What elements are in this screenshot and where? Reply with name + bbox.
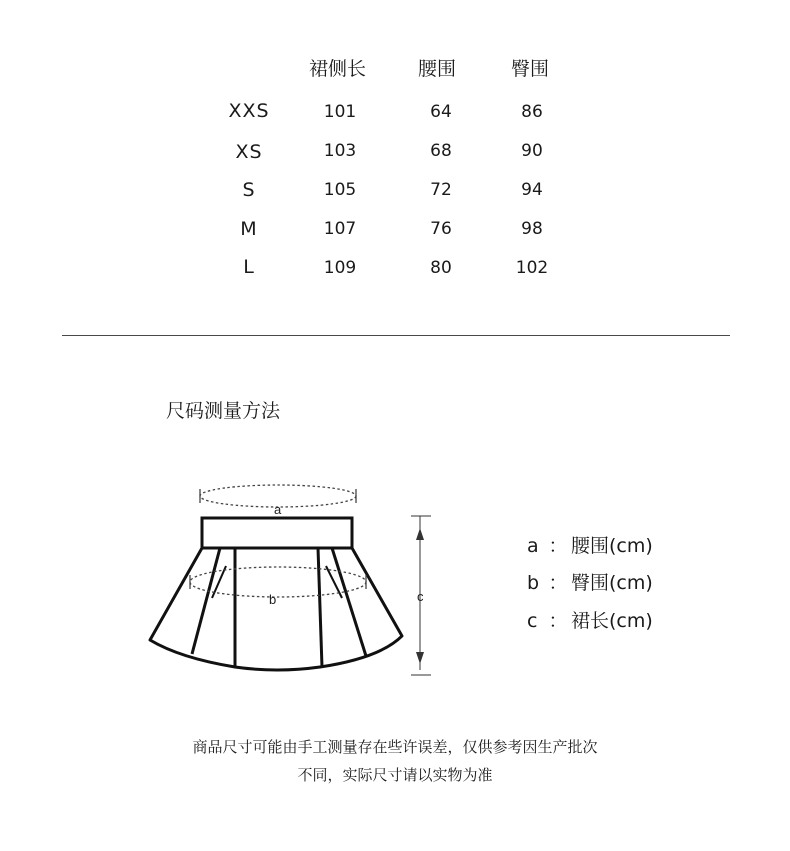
legend-key: b	[527, 572, 540, 594]
legend-key: a	[527, 535, 539, 557]
legend-item-a	[527, 531, 653, 558]
disclaimer-line-2: 不同，实际尺寸请以实物为准	[297, 766, 493, 784]
table-cell: 103	[323, 141, 357, 161]
legend-text: 腰围(cm)	[571, 535, 653, 557]
table-cell: 109	[323, 258, 357, 278]
table-cell: 80	[430, 258, 452, 278]
size-label: S	[242, 179, 256, 201]
diagram-label-b: b	[269, 592, 277, 607]
skirt-diagram	[140, 470, 450, 680]
size-label: XXS	[228, 100, 270, 122]
size-label: L	[243, 256, 255, 278]
header-hip: 臀围	[511, 58, 550, 80]
table-cell: 94	[521, 180, 543, 200]
size-label: M	[240, 218, 258, 240]
legend-item-c	[527, 606, 653, 633]
measurement-method-title: 尺码测量方法	[166, 400, 281, 422]
table-cell: 64	[430, 102, 452, 122]
legend-text: 臀围(cm)	[571, 572, 653, 594]
diagram-label-c: c	[417, 589, 424, 604]
table-cell: 90	[521, 141, 543, 161]
table-cell: 68	[430, 141, 452, 161]
table-cell: 107	[323, 219, 357, 239]
legend-text: 裙长(cm)	[571, 610, 653, 632]
table-cell: 102	[515, 258, 549, 278]
size-label: XS	[235, 141, 263, 163]
table-cell: 76	[430, 219, 452, 239]
legend-item-b	[527, 568, 653, 595]
legend-separator: ：	[548, 572, 568, 594]
section-divider	[62, 335, 730, 336]
diagram-label-a: a	[274, 502, 282, 517]
table-cell: 101	[323, 102, 357, 122]
table-cell: 72	[430, 180, 452, 200]
legend-separator: ：	[548, 535, 568, 557]
header-waist: 腰围	[418, 58, 457, 80]
legend-separator: ：	[548, 610, 568, 632]
legend-key: c	[527, 610, 538, 632]
skirt-waistband	[202, 518, 352, 548]
table-cell: 86	[521, 102, 543, 122]
header-skirt-length: 裙侧长	[309, 58, 367, 80]
disclaimer-line-1: 商品尺寸可能由手工测量存在些许误差，仅供参考因生产批次	[192, 738, 598, 756]
table-cell: 105	[323, 180, 357, 200]
table-cell: 98	[521, 219, 543, 239]
